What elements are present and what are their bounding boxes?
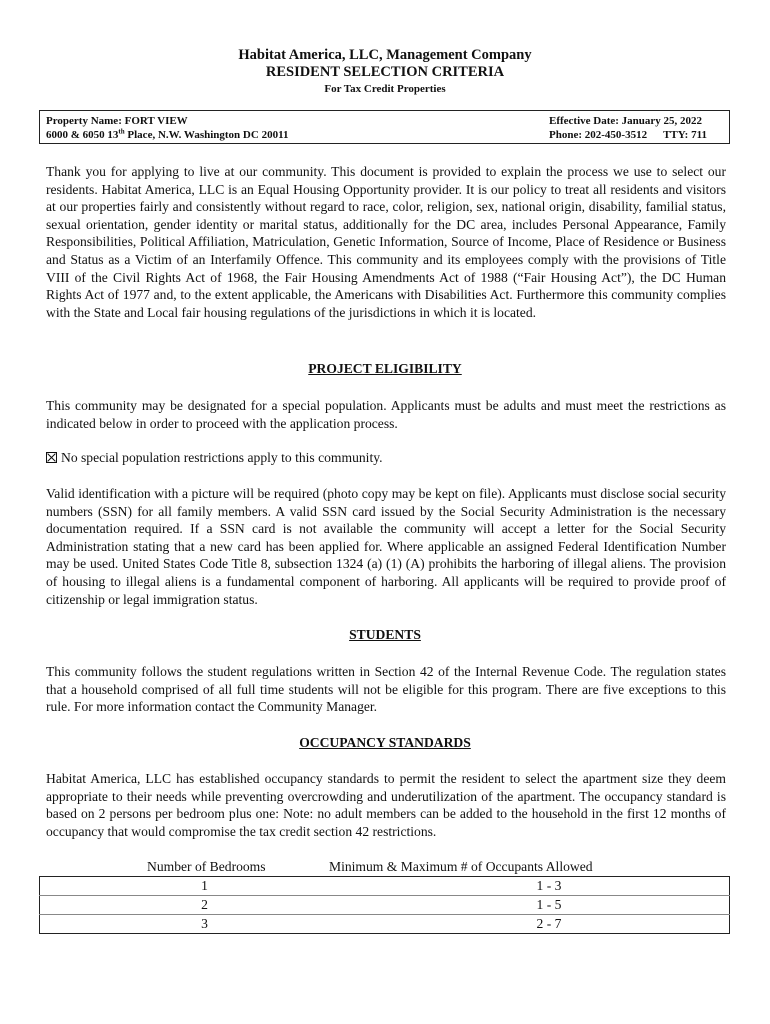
property-info-right <box>549 114 707 142</box>
occupancy-paragraph: Habitat America, LLC has established occupancy standards to permit the resident to select the apartment size they deem appropriate to their needs while preventing overcrowding and underutilization of the apartment. The occupancy standard is based on 2 persons per bedroom plus one: Note: no adult members can be added to the household in the first 12 months of occupancy that would compromise the tax credit section 42 restrictions. <box>46 771 726 839</box>
tty-number: TTY: 711 <box>663 129 707 141</box>
document-subtitle: For Tax Credit Properties <box>324 83 446 95</box>
document-title: RESIDENT SELECTION CRITERIA <box>265 64 505 80</box>
bedrooms-cell: 1 <box>201 878 208 893</box>
phone-number: Phone: 202-450-3512 <box>549 129 648 141</box>
checkbox-label: No special population restrictions apply to this community. <box>61 450 383 465</box>
occupants-cell: 1 - 3 <box>536 878 562 893</box>
eligibility-heading: PROJECT ELIGIBILITY <box>308 361 462 376</box>
checked-checkbox-icon[interactable] <box>46 452 57 463</box>
occupants-cell: 2 - 7 <box>369 915 729 934</box>
property-address <box>46 128 288 142</box>
bedrooms-cell: 3 <box>40 915 370 934</box>
occupants-column-header: Minimum & Maximum # of Occupants Allowed <box>329 859 593 874</box>
students-paragraph: This community follows the student regulations written in Section 42 of the Internal Revenue Code. The regulation states that a household comprised of all full time students will not be eligible for this program. There are five exceptions to this rule. For more information contact the Community Manager. <box>46 664 726 715</box>
table-row <box>40 896 730 915</box>
effective-date: Effective Date: January 25, 2022 <box>549 115 703 127</box>
address-suffix: th <box>118 127 125 136</box>
company-name: Habitat America, LLC, Management Company <box>238 47 532 63</box>
special-population-option <box>46 449 383 467</box>
identification-paragraph: Valid identification with a picture will be required (photo copy may be kept on file). Applicants must disclose social security numbers (SSN) for all family members. A valid SSN card issued by the Social Security Administration is the necessary documentation required. If a SSN card is not available the community will accept a letter for the Social Security Administration stating that a new card has been applied for. Where applicable an assigned Federal Identification Number may be used. United States Code Title 8, subsection 1324 (a) (1) (A) prohibits the harboring of illegal aliens. The provision of housing to illegal aliens is a fundamental component of harboring. All applicants will be required to provide proof of citizenship or legal immigration status. <box>46 486 726 607</box>
eligibility-paragraph: This community may be designated for a special population. Applicants must be adults and must meet the restrictions as indicated below in order to proceed with the application process. <box>46 398 726 431</box>
property-info-left <box>46 114 288 142</box>
occupancy-heading: OCCUPANCY STANDARDS <box>299 735 471 750</box>
intro-paragraph: Thank you for applying to live at our community. This document is provided to explain the process we use to select our residents. Habitat America, LLC is an Equal Housing Opportunity provider. It is our policy to treat all residents and visitors at our properties fairly and consistently without regard to race, color, religion, sex, national origin, disability, familial status, sexual orientation, gender identity or marital status, additionally for the DC area, includes Personal Appearance, Family Responsibilities, Political Affiliation, Matriculation, Genetic Information, Source of Income, Place of Residence or Business and Status as a Victim of an Interfamily Offence. This community and its employees comply with the provisions of Title VIII of the Civil Rights Act of 1968, the Fair Housing Amendments Act of 1988 (“Fair Housing Act”), the DC Human Rights Act of 1977 and, to the extent applicable, the Americans with Disabilities Act. Furthermore this community complies with the State and Local fair housing regulations of the jurisdictions in which it is located. <box>46 164 726 320</box>
students-heading: STUDENTS <box>349 627 421 642</box>
document-header <box>0 47 770 97</box>
occupants-cell: 1 - 5 <box>369 896 729 915</box>
property-name: Property Name: FORT VIEW <box>46 115 188 127</box>
property-info-box <box>39 110 730 144</box>
address-number: 6000 & 6050 13 <box>46 129 119 141</box>
table-row <box>40 915 730 934</box>
bedrooms-cell: 2 <box>40 896 370 915</box>
bedrooms-column-header: Number of Bedrooms <box>147 859 266 874</box>
address-street: Place, N.W. Washington DC 20011 <box>124 129 289 141</box>
table-row <box>40 877 730 896</box>
contact-line <box>549 128 707 142</box>
occupancy-table <box>39 876 730 934</box>
